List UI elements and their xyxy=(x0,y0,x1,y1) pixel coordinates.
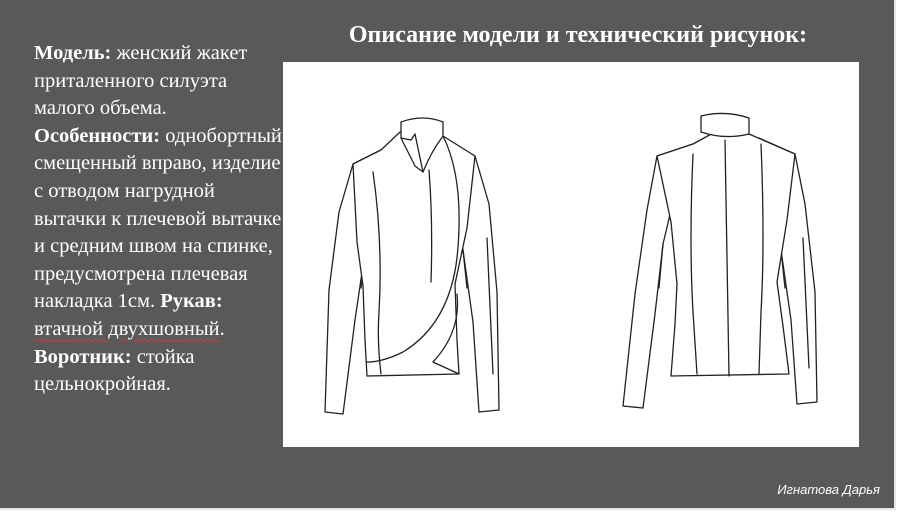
technical-drawing-panel xyxy=(283,62,859,447)
jacket-back-sketch xyxy=(623,113,817,408)
model-text: женский жакет приталенного силуэта малого объема. xyxy=(34,42,248,120)
sleeve-text-end: . xyxy=(219,317,225,340)
collar-label: Воротник: xyxy=(34,345,132,368)
slide-title: Описание модели и технический рисунок: xyxy=(348,22,808,48)
sleeve-label: Рукав: xyxy=(160,290,223,313)
collar-text: стойка цельнокройная. xyxy=(34,345,195,396)
features-label: Особенности: xyxy=(34,124,161,147)
sleeve-text: втачной двухшовный xyxy=(34,317,220,340)
features-text: однобортный смещенный вправо, изделие с отводом нагрудной вытачки к плечевой вытачке и средним швом на спинке, предусмотрена плечевая накладка 1см. xyxy=(34,124,282,313)
model-label: Модель: xyxy=(34,42,112,64)
jacket-front-sketch xyxy=(325,118,499,414)
model-description xyxy=(34,40,282,399)
author-name: Игнатова Дарья xyxy=(777,482,880,497)
